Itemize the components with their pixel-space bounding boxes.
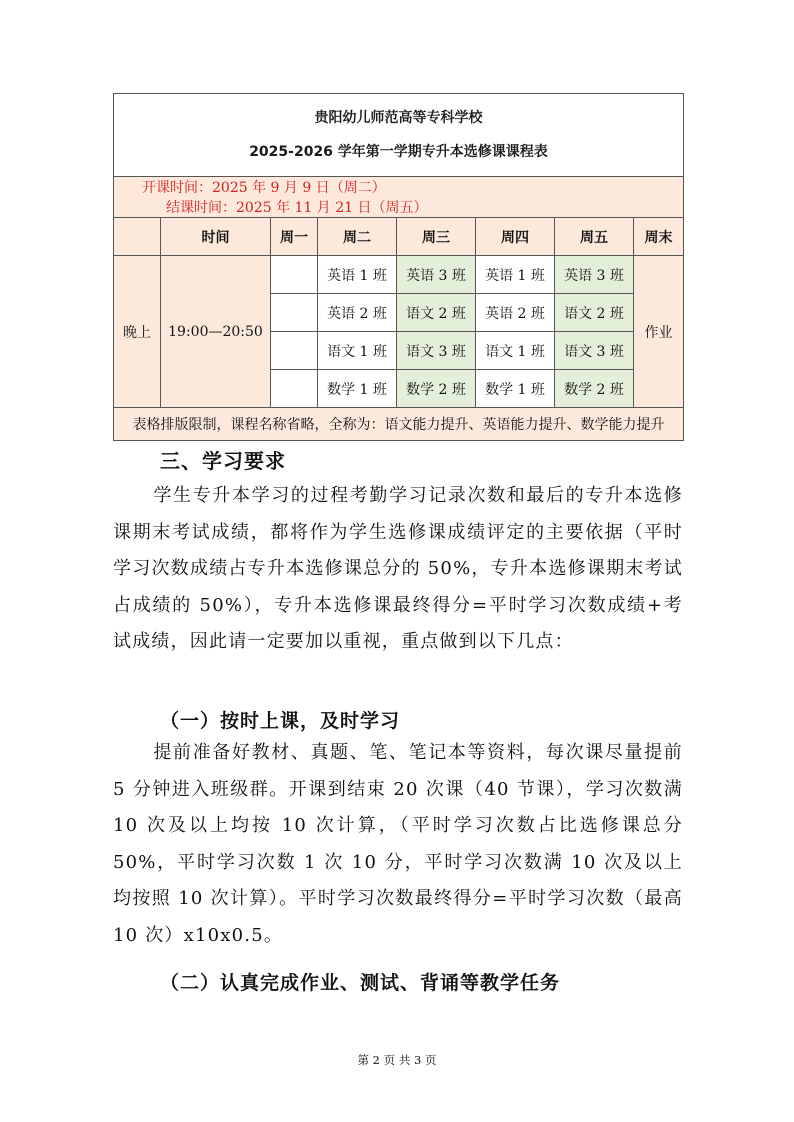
- mon-cell: [271, 256, 318, 294]
- header-row: [114, 218, 684, 256]
- thu-cell: 数学 1 班: [476, 370, 555, 408]
- wed-cell: 数学 2 班: [397, 370, 476, 408]
- wed-cell: 语文 2 班: [397, 294, 476, 332]
- tue-cell: 英语 1 班: [318, 256, 397, 294]
- school-name: 贵阳幼儿师范高等专科学校: [314, 110, 483, 126]
- subsection-heading-2: （二）认真完成作业、测试、背诵等教学任务: [160, 972, 561, 994]
- intro-paragraph: [113, 478, 683, 661]
- tue-cell: 语文 1 班: [318, 332, 397, 370]
- subsection-paragraph-1: [113, 735, 683, 954]
- course-dates-cell: [114, 177, 684, 218]
- mon-cell: [271, 370, 318, 408]
- tue-cell: 英语 2 班: [318, 294, 397, 332]
- fri-cell: 语文 2 班: [555, 294, 634, 332]
- header-thu: 周四: [476, 218, 555, 256]
- schedule-table: [113, 93, 684, 441]
- fri-cell: 英语 3 班: [555, 256, 634, 294]
- table-title: 2025-2026 学年第一学期专升本选修课课程表: [249, 144, 548, 160]
- header-time: 时间: [161, 218, 271, 256]
- subsection-heading-1: （一）按时上课，及时学习: [160, 710, 401, 732]
- mon-cell: [271, 294, 318, 332]
- header-blank: [114, 218, 161, 256]
- header-fri: 周五: [555, 218, 634, 256]
- schedule-table-container: [113, 93, 683, 441]
- tue-cell: 数学 1 班: [318, 370, 397, 408]
- section-heading: 三、学习要求: [160, 449, 286, 473]
- fri-cell: 语文 3 班: [555, 332, 634, 370]
- thu-cell: 语文 1 班: [476, 332, 555, 370]
- subsection-text-1: 提前准备好教材、真题、笔、笔记本等资料，每次课尽量提前 5 分钟进入班级群。开课到结束 20 次课（40 节课），学习次数满 10 次及以上均按 10 次计算，（平时学习次数占比选修课总分 50%，平时学习次数 1 次 10 分，平时学习次数满 10 次及以上均按照 10 次计算）。平时学习次数最终得分=平时学习次数（最高 10 次）x10x0.5。: [113, 742, 683, 946]
- end-date: 结课时间：2025 年 11 月 21 日（周五）: [166, 200, 428, 216]
- wed-cell: 英语 3 班: [397, 256, 476, 294]
- mon-cell: [271, 332, 318, 370]
- header-tue: 周二: [318, 218, 397, 256]
- header-weekend: 周末: [634, 218, 684, 256]
- period-cell: 晚上: [114, 256, 161, 408]
- page-footer: 第 2 页 共 3 页: [357, 1053, 437, 1067]
- wed-cell: 语文 3 班: [397, 332, 476, 370]
- start-date: 开课时间：2025 年 9 月 9 日（周二）: [142, 180, 386, 196]
- header-wed: 周三: [397, 218, 476, 256]
- thu-cell: 英语 2 班: [476, 294, 555, 332]
- header-mon: 周一: [271, 218, 318, 256]
- schedule-row: [114, 256, 684, 294]
- table-note: 表格排版限制，课程名称省略，全称为：语文能力提升、英语能力提升、数学能力提升: [114, 408, 684, 441]
- intro-text: 学生专升本学习的过程考勤学习记录次数和最后的专升本选修课期末考试成绩，都将作为学生选修课成绩评定的主要依据（平时学习次数成绩占专升本选修课总分的 50%，专升本选修课期末考试占成绩的 50%），专升本选修课最终得分=平时学习次数成绩+考试成绩，因此请一定要加以重视，重点做到以下几点：: [113, 485, 683, 652]
- weekend-cell: 作业: [634, 256, 684, 408]
- time-range-cell: 19:00—20:50: [161, 256, 271, 408]
- thu-cell: 英语 1 班: [476, 256, 555, 294]
- fri-cell: 数学 2 班: [555, 370, 634, 408]
- schedule-title-cell: [114, 94, 684, 177]
